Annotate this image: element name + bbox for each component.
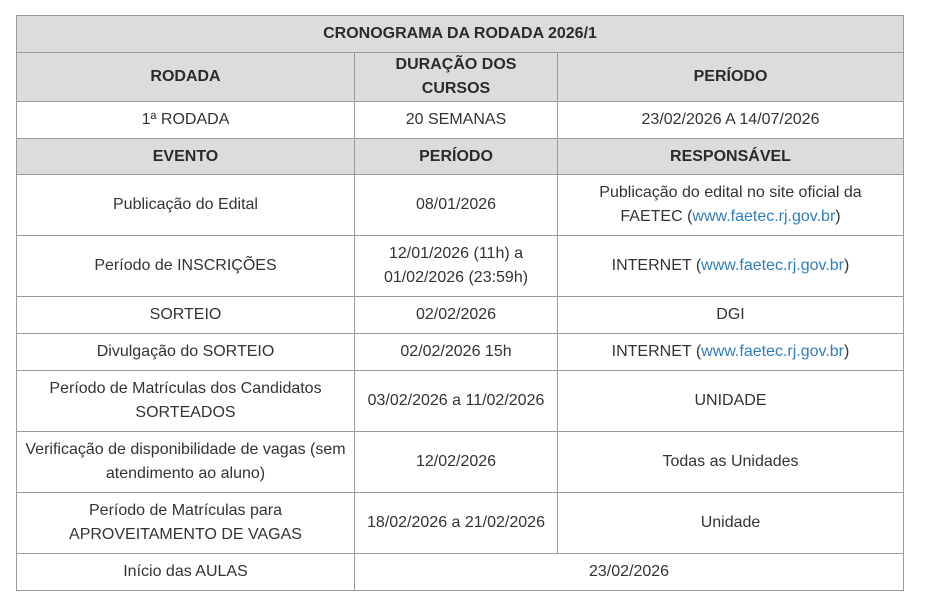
table-row (17, 334, 904, 371)
cell-periodo: 18/02/2026 a 21/02/2026 (355, 493, 558, 554)
cell-evento: Divulgação do SORTEIO (17, 334, 355, 371)
cell-responsavel: DGI (558, 297, 904, 334)
event-header-row (17, 139, 904, 175)
cell-rodada: 1ª RODADA (17, 102, 355, 139)
cell-periodo: 23/02/2026 A 14/07/2026 (558, 102, 904, 139)
cell-periodo: 02/02/2026 (355, 297, 558, 334)
table-row (17, 175, 904, 236)
faetec-link[interactable]: www.faetec.rj.gov.br (701, 343, 845, 360)
table-row (17, 493, 904, 554)
evento-text: Período de Matrículas dos Candidatos SORTEADOS (49, 380, 322, 421)
cell-periodo: 08/01/2026 (355, 175, 558, 236)
faetec-link[interactable]: www.faetec.rj.gov.br (701, 257, 845, 274)
table-row (17, 297, 904, 334)
periodo-text: 12/01/2026 (11h) a 01/02/2026 (23:59h) (383, 245, 529, 286)
table-row-aulas (17, 554, 904, 591)
schedule-table (16, 15, 904, 591)
cell-responsavel (558, 236, 904, 297)
evento-text: Período de Matrículas para APROVEITAMENTO DE VAGAS (69, 502, 302, 543)
cell-evento: Verificação de disponibilidade de vagas (sem atendimento ao aluno) (17, 432, 355, 493)
cell-periodo: 02/02/2026 15h (355, 334, 558, 371)
responsavel-text: INTERNET ( (611, 343, 702, 360)
cell-periodo: 12/02/2026 (355, 432, 558, 493)
cell-responsavel (558, 334, 904, 371)
cell-responsavel: UNIDADE (558, 371, 904, 432)
header-duracao: DURAÇÃO DOS CURSOS (355, 53, 558, 102)
cell-evento: Início das AULAS (17, 554, 355, 591)
cell-periodo: 03/02/2026 a 11/02/2026 (355, 371, 558, 432)
table-row (17, 236, 904, 297)
cell-periodo-merged: 23/02/2026 (355, 554, 904, 591)
responsavel-text: INTERNET ( (611, 257, 702, 274)
header-evento: EVENTO (17, 139, 355, 175)
cell-evento (17, 371, 355, 432)
responsavel-suffix: ) (844, 343, 850, 360)
cell-evento (17, 493, 355, 554)
table-row (17, 371, 904, 432)
cell-responsavel: Todas as Unidades (558, 432, 904, 493)
responsavel-suffix: ) (835, 208, 841, 225)
responsavel-suffix: ) (844, 257, 850, 274)
faetec-link[interactable]: www.faetec.rj.gov.br (692, 208, 836, 225)
summary-header-row (17, 53, 904, 102)
table-row (17, 432, 904, 493)
cell-periodo (355, 236, 558, 297)
header-periodo: PERÍODO (558, 53, 904, 102)
cell-evento: Período de INSCRIÇÕES (17, 236, 355, 297)
title-row (17, 16, 904, 53)
cell-evento: Publicação do Edital (17, 175, 355, 236)
cell-responsavel (558, 175, 904, 236)
cell-duracao: 20 SEMANAS (355, 102, 558, 139)
summary-row (17, 102, 904, 139)
table-title: CRONOGRAMA DA RODADA 2026/1 (17, 16, 904, 53)
cell-evento: SORTEIO (17, 297, 355, 334)
header-event-periodo: PERÍODO (355, 139, 558, 175)
header-responsavel: RESPONSÁVEL (558, 139, 904, 175)
responsavel-text: Publicação do edital no site oficial da FAETEC ( (599, 184, 862, 225)
cell-responsavel: Unidade (558, 493, 904, 554)
header-rodada: RODADA (17, 53, 355, 102)
